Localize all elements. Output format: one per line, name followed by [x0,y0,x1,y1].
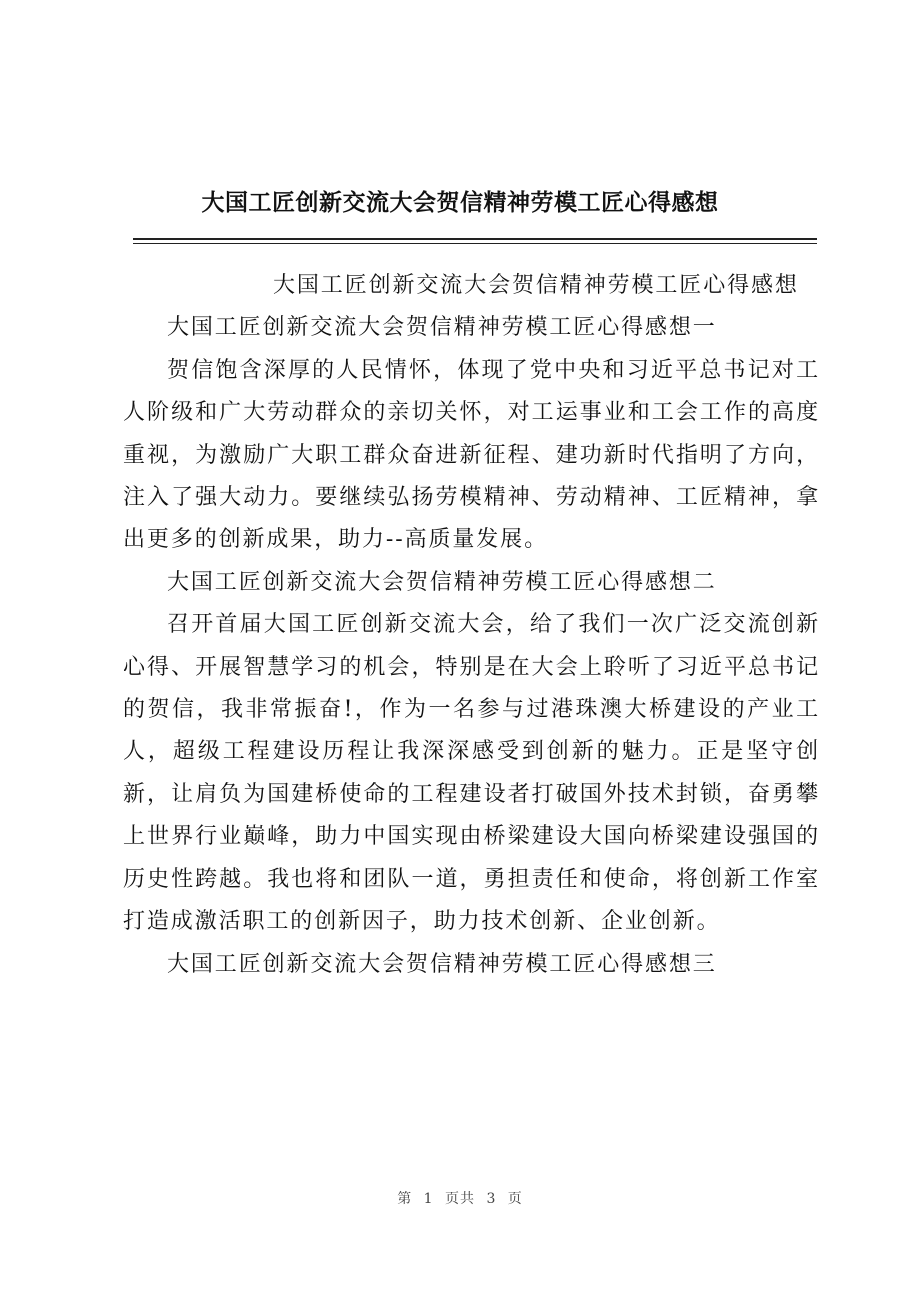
section-heading-2: 大国工匠创新交流大会贺信精神劳模工匠心得感想二 [167,569,717,595]
section-heading-3: 大国工匠创新交流大会贺信精神劳模工匠心得感想三 [167,951,717,977]
document-body [123,265,820,986]
title-divider [133,238,817,244]
page-number-footer: 第 1 页共 3 页 [397,1191,523,1207]
body-paragraph-1: 贺信饱含深厚的人民情怀，体现了党中央和习近平总书记对工人阶级和广大劳动群众的亲切关怀，对工运事业和工会工作的高度重视，为激励广大职工群众奋进新征程、建功新时代指明了方向，注入了强大动力。要继续弘扬劳模精神、劳动精神、工匠精神，拿出更多的创新成果，助力--高质量发展。 [123,357,820,553]
section-heading-1: 大国工匠创新交流大会贺信精神劳模工匠心得感想一 [167,315,717,341]
body-paragraph-2: 召开首届大国工匠创新交流大会，给了我们一次广泛交流创新心得、开展智慧学习的机会，特别是在大会上聆听了习近平总书记的贺信，我非常振奋!，作为一名参与过港珠澳大桥建设的产业工人，超级工程建设历程让我深深感受到创新的魅力。正是坚守创新，让肩负为国建桥使命的工程建设者打破国外技术封锁，奋勇攀上世界行业巅峰，助力中国实现由桥梁建设大国向桥梁建设强国的历史性跨越。我也将和团队一道，勇担责任和使命，将创新工作室打造成激活职工的创新因子，助力技术创新、企业创新。 [123,612,820,935]
document-title: 大国工匠创新交流大会贺信精神劳模工匠心得感想 [201,190,719,216]
subtitle-paragraph: 大国工匠创新交流大会贺信精神劳模工匠心得感想 [273,273,799,298]
